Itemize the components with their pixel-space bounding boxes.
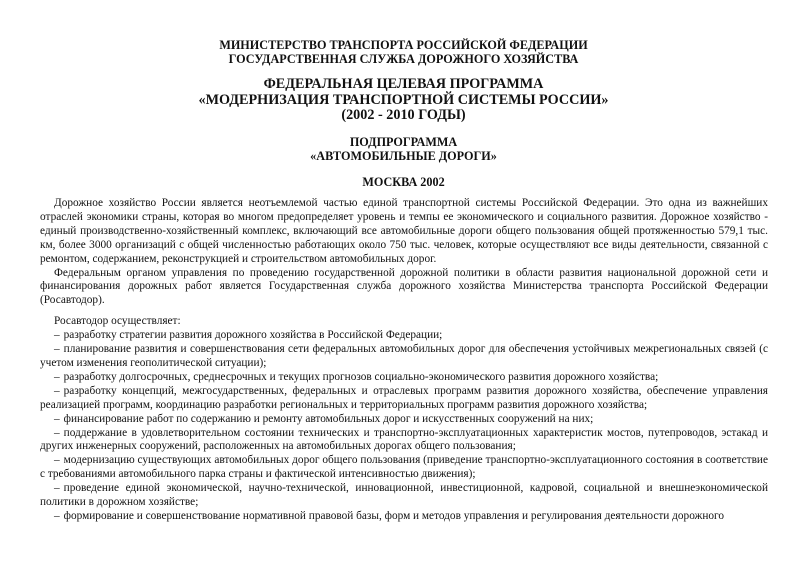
dash-bullet: –	[54, 329, 60, 342]
dash-bullet: –	[54, 454, 60, 467]
subprogram-title: «АВТОМОБИЛЬНЫЕ ДОРОГИ»	[310, 149, 497, 163]
list-item	[40, 454, 768, 482]
list-item-text: разработку долгосрочных, среднесрочных и текущих прогнозов социально-экономического развития дорожного хозяйства;	[63, 370, 659, 383]
list-item-text: планирование развития и совершенствования сети федеральных автомобильных дорог для обеспечения устойчивых межрегиональных связей (с учетом изменения геополитической ситуации);	[40, 343, 768, 369]
program-years: (2002 - 2010 ГОДЫ)	[341, 107, 466, 123]
dash-bullet: –	[54, 509, 60, 522]
paragraph-agency: Федеральным органом управления по проведению государственной дорожной политики в области развития национальной дорожной сети и финансирования дорожных работ является Государственная служба дорожного хозяйства Министерства транспорта Российской Федерации (Росавтодор).	[40, 266, 768, 307]
list-item-text: формирование и совершенствование нормативной правовой базы, форм и методов управления и регулирования деятельности дорожного	[63, 509, 725, 522]
dash-bullet: –	[54, 412, 60, 425]
list-item	[40, 482, 768, 510]
dash-bullet: –	[54, 370, 60, 383]
list-item-text: финансирование работ по содержанию и ремонту автомобильных дорог и искусственных сооружений на них;	[63, 412, 594, 425]
list-item-text: разработку стратегии развития дорожного хозяйства в Российской Федерации;	[63, 329, 443, 342]
list-item	[40, 427, 768, 455]
list-item-text: модернизацию существующих автомобильных дорог общего пользования (приведение транспортно-эксплуатационного состояния в соответствие с требованиями автомобильного парка страны и фактической интенсивностью движения);	[40, 454, 768, 481]
ministry-title: МИНИСТЕРСТВО ТРАНСПОРТА РОССИЙСКОЙ ФЕДЕРАЦИИ	[219, 38, 588, 52]
dash-bullet: –	[54, 343, 60, 356]
program-title: «МОДЕРНИЗАЦИЯ ТРАНСПОРТНОЙ СИСТЕМЫ РОССИИ»	[198, 92, 609, 108]
list-item-text: разработку концепций, межгосударственных, федеральных и отраслевых программ развития дорожного хозяйства, обеспечение управления реализацией программ, координацию разработки региональных и территориальных программ развития дорожного хозяйства;	[40, 384, 768, 411]
subprogram-heading: ПОДПРОГРАММА	[349, 135, 458, 149]
list-item	[40, 385, 768, 413]
list-item-text: проведение единой экономической, научно-технической, инновационной, инвестиционной, кадровой, социальной и внешнеэкономической политики в дорожном хозяйстве;	[40, 482, 768, 509]
program-heading: ФЕДЕРАЛЬНАЯ ЦЕЛЕВАЯ ПРОГРАММА	[263, 76, 544, 92]
dash-bullet: –	[54, 482, 60, 495]
list-item	[40, 343, 768, 371]
service-title: ГОСУДАРСТВЕННАЯ СЛУЖБА ДОРОЖНОГО ХОЗЯЙСТВА	[228, 52, 579, 66]
list-item	[40, 510, 768, 525]
list-item-text: поддержание в удовлетворительном состоянии технических и транспортно-эксплуатационных характеристик мостов, путепроводов, эстакад и других инженерных сооружений, расположенных на автомобильных дорогах общего пользования;	[40, 426, 768, 453]
city-year: МОСКВА 2002	[362, 175, 445, 189]
list-item	[40, 371, 768, 385]
list-item	[40, 413, 768, 427]
dash-bullet: –	[54, 384, 60, 397]
document-body	[40, 197, 768, 525]
list-item	[40, 329, 768, 343]
paragraph-intro: Дорожное хозяйство России является неотъемлемой частью единой транспортной системы Российской Федерации. Это одна из важнейших отраслей экономики страны, которая во многом предопределяет уровень и темпы ее экономического и социального развития. Дорожное хозяйство - единый производственно-хозяйственный комплекс, включающий все автомобильные дороги общего пользования общей протяженностью 579,1 тыс. км, более 3000 организаций с общей численностью работающих около 750 тыс. человек, которые осуществляют все виды деятельности, связанной с ремонтом, содержанием, реконструкцией и строительством автомобильных дорог.	[40, 197, 768, 265]
dash-bullet: –	[54, 426, 60, 439]
list-intro: Росавтодор осуществляет:	[54, 315, 181, 328]
